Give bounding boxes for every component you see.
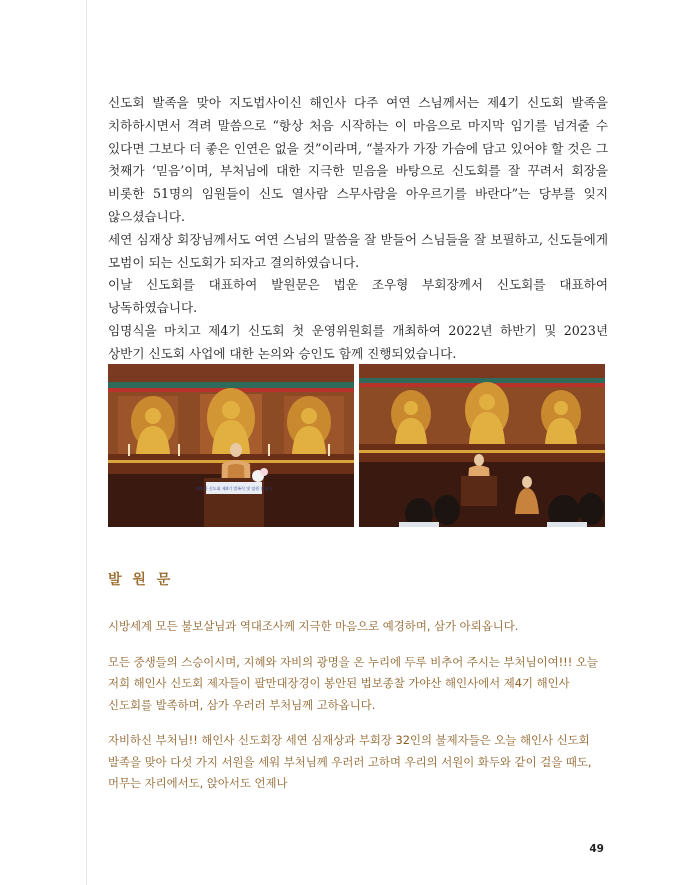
- page-number: 49: [589, 843, 604, 855]
- ceremony-photo-audience: [359, 364, 605, 527]
- ceremony-photo-audience-image: [359, 364, 605, 527]
- prayer-paragraph: 모든 중생들의 스승이시며, 지혜와 자비의 광명을 온 누리에 두루 비추어 주시는 부처님이여!!! 오늘 저희 해인사 신도회 제자들이 팔만대장경이 봉안된 법보종찰 가야산 해인사에서 제4기 해인사 신도회를 발족하며, 삼가 우러러 부처님께 고하옵니다.: [108, 654, 598, 712]
- margin-rule: [86, 0, 87, 885]
- prayer-paragraph: 자비하신 부처님!! 해인사 신도회장 세연 심재상과 부회장 32인의 불제자들은 오늘 해인사 신도회 발족을 맞아 다섯 가지 서원을 세워 부처님께 우러러 고하며 우리의 서원이 화두와 같이 걸을 때도, 머무는 자리에서도, 앉아서도 언제나: [108, 733, 592, 790]
- body-paragraph: 이날 신도회를 대표하여 발원문은 법운 조우형 부회장께서 신도회를 대표하여 낭독하였습니다.: [108, 277, 608, 316]
- ceremony-photo-podium-image: [108, 364, 354, 527]
- body-paragraph: 세연 심재상 회장님께서도 여연 스님의 말씀을 잘 받들어 스님들을 잘 보필하고, 신도들에게 모범이 되는 신도회가 되자고 결의하였습니다.: [108, 231, 608, 270]
- ceremony-photo-podium: [108, 364, 354, 527]
- prayer-heading: 발 원 문: [108, 572, 174, 588]
- prayer-paragraph: 시방세계 모든 불보살님과 역대조사께 지극한 마음으로 예경하며, 삼가 아뢰옵니다.: [108, 619, 519, 633]
- body-paragraph: 신도회 발족을 맞아 지도법사이신 해인사 다주 여연 스님께서는 제4기 신도회 발족을 치하하시면서 격려 말씀으로 “항상 처음 시작하는 이 마음으로 마지막 임기를 넘겨줄 수 있다면 그보다 더 좋은 인연은 없을 것”이라며, “불자가 가장 가슴에 담고 있어야 할 것은 그 첫째가 ‘믿음’이며, 부처님에 대한 지극한 믿음을 바탕으로 신도회를 잘 꾸려서 회장을 비롯한 51명의 임원들이 신도 열사람 스무사람을 아우르기를 바란다”는 당부를 잊지 않으셨습니다.: [108, 95, 608, 224]
- podium-banner-text: 해인사 신도회 제4기 발족식 및 임원 임명식: [196, 486, 272, 491]
- article-body: [108, 92, 608, 366]
- prayer-text: [108, 616, 606, 795]
- body-paragraph: 임명식을 마치고 제4기 신도회 첫 운영위원회를 개최하여 2022년 하반기 및 2023년 상반기 신도회 사업에 대한 논의와 승인도 함께 진행되었습니다.: [108, 322, 608, 361]
